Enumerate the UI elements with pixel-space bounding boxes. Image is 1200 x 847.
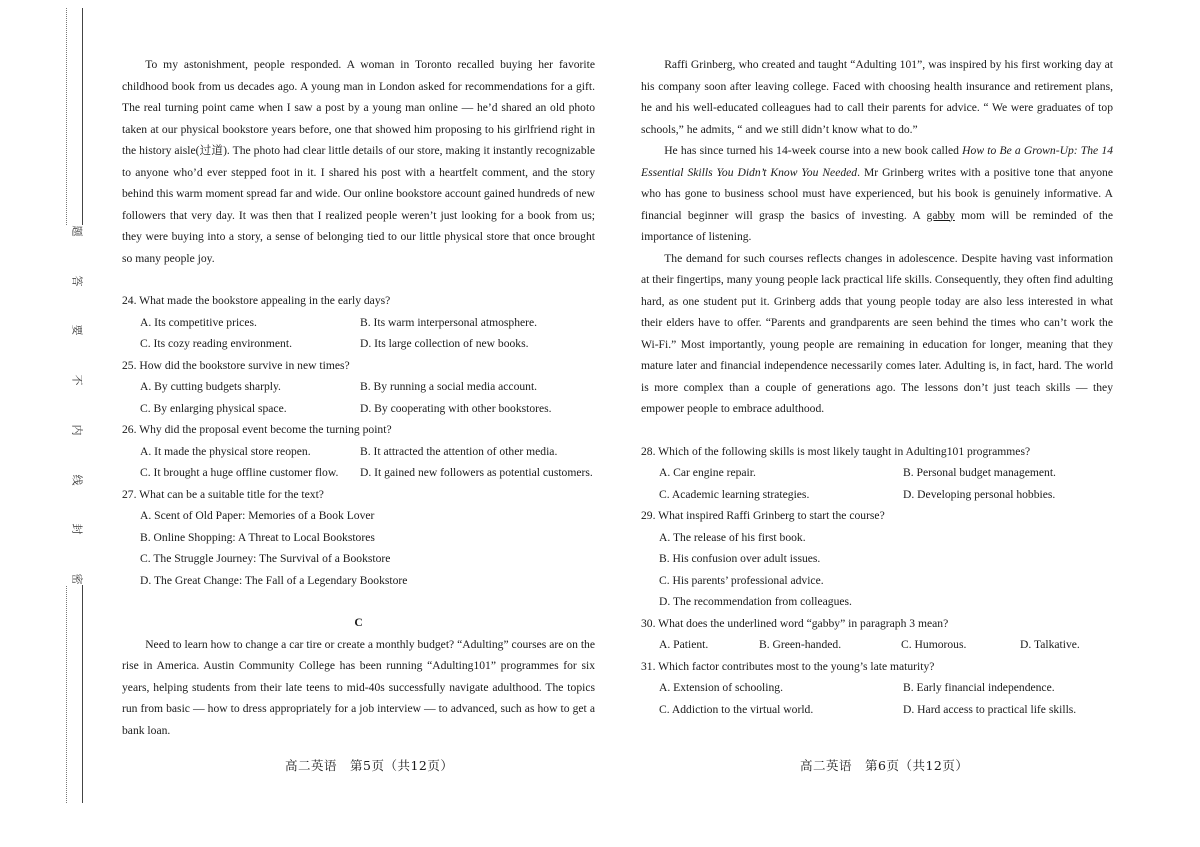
question-25-options	[122, 376, 595, 419]
option: B. Personal budget management.	[903, 466, 1056, 479]
option: A. By cutting budgets sharply.	[140, 380, 281, 393]
passage-c-paragraph-3	[641, 140, 1113, 248]
option: B. By running a social media account.	[360, 380, 538, 393]
option: A. Scent of Old Paper: Memories of a Book Lover	[140, 509, 375, 522]
option: B. It attracted the attention of other media.	[360, 444, 558, 458]
binding-char: 要	[70, 324, 83, 336]
option: D. By cooperating with other bookstores.	[360, 401, 552, 415]
option: A. It made the physical store reopen.	[140, 444, 311, 458]
question-27: 27. What can be a suitable title for the text?	[122, 487, 324, 501]
option: D. The recommendation from colleagues.	[659, 595, 852, 608]
question-24: 24. What made the bookstore appealing in the early days?	[122, 294, 391, 307]
option: C. Academic learning strategies.	[659, 487, 810, 501]
option: D. Talkative.	[1020, 638, 1080, 651]
option: D. The Great Change: The Fall of a Legendary Bookstore	[140, 573, 408, 587]
binding-char: 密	[70, 573, 83, 585]
question-25: 25. How did the bookstore survive in new times?	[122, 358, 350, 372]
option: C. The Struggle Journey: The Survival of a Bookstore	[140, 552, 391, 565]
underlined-word: gabby	[926, 208, 955, 222]
option: B. Early financial independence.	[903, 681, 1055, 694]
binding-char: 内	[70, 424, 83, 436]
option: B. His confusion over adult issues.	[659, 552, 821, 565]
question-26-options	[122, 441, 595, 484]
question-31: 31. Which factor contributes most to the young’s late maturity?	[641, 659, 935, 673]
binding-char: 不	[70, 374, 83, 386]
binding-warning-text	[66, 225, 86, 585]
text-run: mom will be reminded of the importance of listening.	[641, 208, 1113, 243]
option: D. It gained new followers as potential customers.	[360, 466, 593, 479]
option: D. Developing personal hobbies.	[903, 487, 1056, 501]
option: A. Car engine repair.	[659, 466, 756, 479]
option: C. Addiction to the virtual world.	[659, 702, 814, 716]
question-28: 28. Which of the following skills is most likely taught in Adulting101 programmes?	[641, 444, 1031, 458]
question-28-options	[641, 462, 1113, 505]
binding-char: 题	[70, 225, 83, 237]
option: A. Patient.	[659, 638, 709, 651]
left-column	[122, 54, 595, 741]
option: B. Its warm interpersonal atmosphere.	[360, 315, 538, 329]
page-footer-right: 高二英语 第6页（共12页）	[800, 758, 969, 773]
option: B. Online Shopping: A Threat to Local Bookstores	[140, 530, 375, 544]
question-29: 29. What inspired Raffi Grinberg to start the course?	[641, 509, 885, 522]
option: C. Its cozy reading environment.	[140, 337, 292, 350]
option: A. Its competitive prices.	[140, 315, 257, 329]
option: C. By enlarging physical space.	[140, 401, 287, 415]
binding-margin	[0, 0, 84, 847]
binding-char: 线	[70, 474, 83, 486]
page-footer-left: 高二英语 第5页（共12页）	[285, 758, 454, 773]
passage-b-paragraph: To my astonishment, people responded. A woman in Toronto recalled buying her favorite childhood book from us decades ago. A young man in London asked for recommendations for a gift. The real turning point came when I saw a post by a young man online — he’d shared an old photo taken at our physical bookstore years before, one that showed him proposing to his girlfriend right in the history aisle(过道). The photo had clear little details of our store, making it instantly recognizable to anyone who’d ever stepped foot in it. I shared his post with a heartfelt comment, and the story behind this warm moment spread far and wide. Our online bookstore account gained hundreds of new followers that very day. It was then that I realized people weren’t just looking for a book from us; they were buying into a story, a sense of belonging tied to our little physical store that once brought so many people joy.	[122, 58, 595, 265]
book-title: How to Be a Grown-Up: The 14 Essential Skills You Didn’t Know You Needed	[641, 144, 1113, 179]
question-30-options	[641, 634, 1113, 656]
question-26: 26. Why did the proposal event become the turning point?	[122, 423, 392, 436]
option: A. Extension of schooling.	[659, 681, 783, 694]
passage-c-paragraph-2: Raffi Grinberg, who created and taught “Adulting 101”, was inspired by his first working day at his company soon after leaving college. Faced with choosing health insurance and retirement plans, he and his well-educated colleagues had to call their parents for advice. “ We were graduates of top schools,” he admits, “ and we still didn’t know what to do.”	[641, 58, 1113, 136]
option: C. Humorous.	[901, 638, 967, 651]
right-column	[641, 54, 1113, 720]
question-30: 30. What does the underlined word “gabby” in paragraph 3 mean?	[641, 616, 949, 630]
binding-char: 答	[70, 275, 83, 287]
binding-char: 封	[70, 523, 83, 535]
question-31-options	[641, 677, 1113, 720]
option: A. The release of his first book.	[659, 530, 806, 544]
section-c-heading: C	[354, 616, 363, 629]
option: D. Its large collection of new books.	[360, 337, 529, 350]
passage-c-paragraph-1: Need to learn how to change a car tire or create a monthly budget? “Adulting” courses are on the rise in America. Austin Community College has been running “Adulting101” programmes for six years, helping students from their late teens to mid-40s successfully navigate adulthood. The topics run from basic — how to dress appropriately for a job interview — to advanced, such as how to get a bank loan.	[122, 637, 595, 737]
option: C. His parents’ professional advice.	[659, 573, 824, 587]
passage-c-paragraph-4: The demand for such courses reflects changes in adolescence. Despite having vast information at their fingertips, many young people lack practical life skills. Consequently, they often find adulting hard, as one student put it. Grinberg adds that young people today are also less interested in what their elders have to offer. “Parents and grandparents are seen behind the times who can’t work the Wi-Fi.” Most importantly, young people are remaining in education for longer, meaning that they mature later and financial independence necessarily comes later. Adulting is, in fact, hard. The world is more complex than a couple of generations ago. The lessons don’t just teach skills — they empower people to embrace adulthood.	[641, 251, 1113, 415]
option: B. Green-handed.	[759, 638, 842, 651]
text-run: He has since turned his 14-week course into a new book called	[664, 144, 963, 157]
option: C. It brought a huge offline customer flow.	[140, 466, 339, 479]
question-24-options	[122, 312, 595, 355]
option: D. Hard access to practical life skills.	[903, 702, 1077, 716]
text-run: . Mr Grinberg writes with a positive tone that anyone who has gone to business school must have experienced, but his book is genuinely informative. A financial beginner will grasp the basics of investing. A	[641, 165, 1113, 222]
question-27-options	[122, 505, 595, 591]
question-29-options	[641, 527, 1113, 613]
